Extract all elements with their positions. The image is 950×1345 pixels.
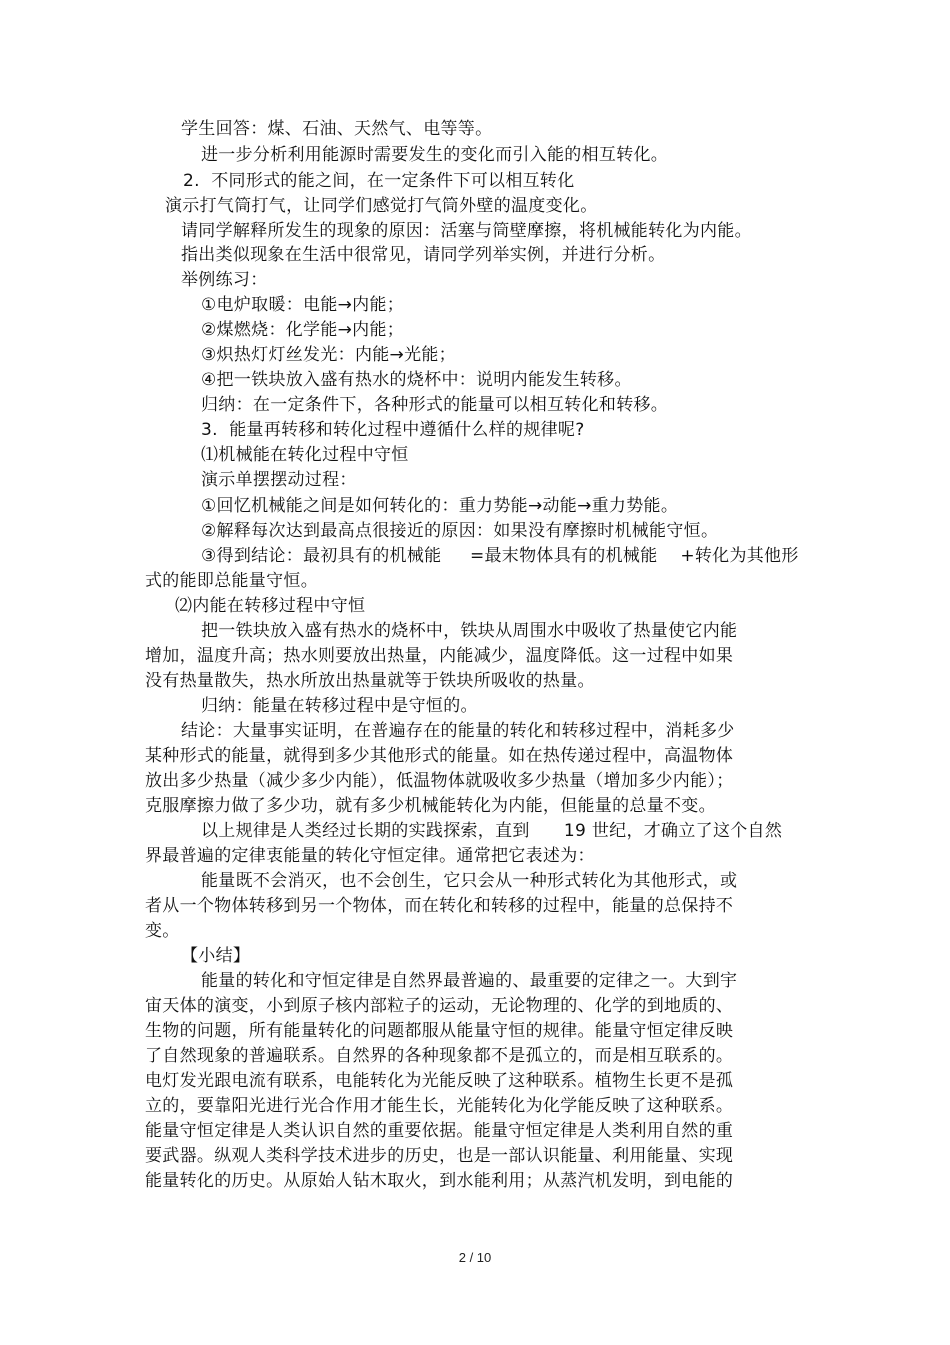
text-line: 立的，要靠阳光进行光合作用才能生长，光能转化为化学能反映了这种联系。 xyxy=(145,1096,734,1116)
text-line: 放出多少热量（减少多少内能），低温物体就吸收多少热量（增加多少内能）； xyxy=(145,771,734,791)
text-line: ③得到结论：最初具有的机械能 =最末物体具有的机械能 +转化为其他形 xyxy=(201,546,799,566)
text-line: 2. 不同形式的能之间，在一定条件下可以相互转化 xyxy=(183,171,575,191)
text-line: 3. 能量再转移和转化过程中遵循什么样的规律呢? xyxy=(201,420,585,440)
text-line: 指出类似现象在生活中很常见，请同学列举实例，并进行分析。 xyxy=(181,245,666,265)
text-line: ②煤燃烧：化学能→内能； xyxy=(201,320,405,340)
text-line: 【小结】 xyxy=(181,946,251,966)
text-line: 没有热量散失，热水所放出热量就等于铁块所吸收的热量。 xyxy=(145,671,595,691)
text-line: 能量守恒定律是人类认识自然的重要依据。能量守恒定律是人类利用自然的重 xyxy=(145,1121,734,1141)
text-line: ②解释每次达到最高点很接近的原因：如果没有摩擦时机械能守恒。 xyxy=(201,521,719,541)
text-line: 者从一个物体转移到另一个物体，而在转化和转移的过程中，能量的总保持不 xyxy=(145,896,734,916)
text-line: 某种形式的能量，就得到多少其他形式的能量。如在热传递过程中，高温物体 xyxy=(145,746,734,766)
text-line: ⑴机械能在转化过程中守恒 xyxy=(201,445,409,465)
text-line: 演示打气筒打气，让同学们感觉打气筒外壁的温度变化。 xyxy=(165,196,598,216)
text-line: 学生回答：煤、石油、天然气、电等等。 xyxy=(181,119,493,139)
text-line: 结论：大量事实证明，在普遍存在的能量的转化和转移过程中，消耗多少 xyxy=(181,721,735,741)
text-line: 变。 xyxy=(145,921,180,941)
text-line: ①回忆机械能之间是如何转化的：重力势能→动能→重力势能。 xyxy=(201,496,679,516)
text-line: 增加，温度升高；热水则要放出热量，内能减少，温度降低。这一过程中如果 xyxy=(145,646,734,666)
text-line: 了自然现象的普遍联系。自然界的各种现象都不是孤立的，而是相互联系的。 xyxy=(145,1046,734,1066)
text-line: ⑵内能在转移过程中守恒 xyxy=(175,596,366,616)
text-line: 克服摩擦力做了多少功，就有多少机械能转化为内能，但能量的总量不变。 xyxy=(145,796,716,816)
text-line: 式的能即总能量守恒。 xyxy=(145,571,318,591)
text-line: 以上规律是人类经过长期的实践探索，直到 19 世纪，才确立了这个自然 xyxy=(201,821,783,841)
text-line: 能量的转化和守恒定律是自然界最普遍的、最重要的定律之一。大到宇 xyxy=(201,971,738,991)
text-line: 归纳：能量在转移过程中是守恒的。 xyxy=(201,696,478,716)
text-line: ④把一铁块放入盛有热水的烧杯中：说明内能发生转移。 xyxy=(201,370,632,390)
page-number: 2 / 10 xyxy=(458,1250,492,1265)
text-line: 要武器。纵观人类科学技术进步的历史，也是一部认识能量、利用能量、实现 xyxy=(145,1146,734,1166)
text-line: 生物的问题，所有能量转化的问题都服从能量守恒的规律。能量守恒定律反映 xyxy=(145,1021,734,1041)
text-line: 能量转化的历史。从原始人钻木取火，到水能利用；从蒸汽机发明，到电能的 xyxy=(145,1171,734,1191)
text-line: ③炽热灯灯丝发光：内能→光能； xyxy=(201,345,456,365)
text-line: 进一步分析利用能源时需要发生的变化而引入能的相互转化。 xyxy=(201,145,669,165)
text-line: 电灯发光跟电流有联系，电能转化为光能反映了这种联系。植物生长更不是孤 xyxy=(145,1071,734,1091)
text-line: 请同学解释所发生的现象的原因：活塞与筒壁摩擦，将机械能转化为内能。 xyxy=(181,221,752,241)
text-line: ①电炉取暖：电能→内能； xyxy=(201,295,405,315)
text-line: 能量既不会消灭，也不会创生，它只会从一种形式转化为其他形式，或 xyxy=(201,871,738,891)
text-line: 宙天体的演变，小到原子核内部粒子的运动，无论物理的、化学的到地质的、 xyxy=(145,996,734,1016)
text-line: 归纳：在一定条件下，各种形式的能量可以相互转化和转移。 xyxy=(201,395,669,415)
text-line: 演示单摆摆动过程： xyxy=(201,470,357,490)
text-line: 界最普遍的定律衷能量的转化守恒定律。通常把它表述为： xyxy=(145,846,595,866)
text-line: 把一铁块放入盛有热水的烧杯中，铁块从周围水中吸收了热量使它内能 xyxy=(201,621,738,641)
text-line: 举例练习： xyxy=(181,270,268,290)
